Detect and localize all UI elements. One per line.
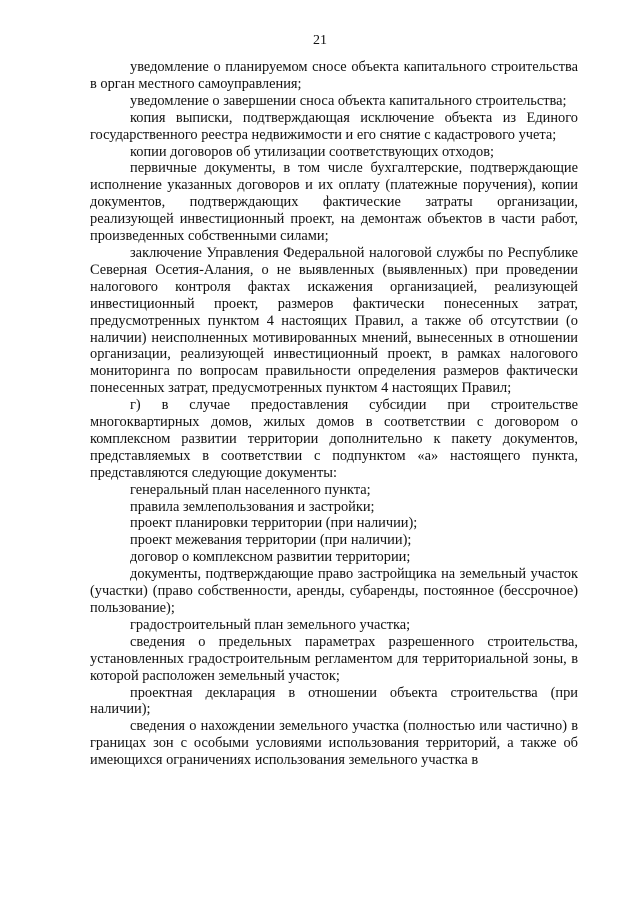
paragraph-primary-documents: первичные документы, в том числе бухгалтерские, подтверждающие исполнение указанных договоров и их оплату (платежные поручения), копии документов, подтверждающих фактические затраты организации, реализующей инвестиционный проект, на демонтаж объектов в части работ, произведенных собственными силами;	[90, 160, 578, 245]
paragraph-survey-project: проект межевания территории (при наличии);	[130, 532, 412, 549]
paragraph-urban-plan: градостроительный план земельного участка;	[130, 616, 411, 633]
paragraph-registry-extract: копия выписки, подтверждающая исключение объекта из Единого государственного реестра недвижимости и его снятие с кадастрового учета;	[90, 109, 578, 143]
document-body	[90, 59, 578, 769]
paragraph-planning-project: проект планировки территории (при наличии);	[130, 515, 418, 532]
paragraph-development-agreement: договор о комплексном развитии территории;	[130, 549, 411, 566]
paragraph-project-declaration: проектная декларация в отношении объекта строительства (при наличии);	[90, 684, 578, 718]
paragraph-land-use-rules: правила землепользования и застройки;	[130, 498, 375, 515]
paragraph-notice-planned-demolition: уведомление о планируемом сносе объекта капитального строительства в орган местного самоуправления;	[90, 59, 578, 92]
paragraph-land-rights-documents: документы, подтверждающие право застройщика на земельный участок (участки) (право собственности, аренды, субаренды, постоянное (бессрочное) пользование);	[90, 566, 578, 616]
paragraph-tax-service-conclusion: заключение Управления Федеральной налоговой службы по Республике Северная Осетия-Алания, о не выявленных (выявленных) при проведении налогового контроля фактах искажения организацией, реализующей инвестиционный проект, размеров фактически понесенных затрат, предусмотренных пунктом 4 настоящих Правил, а также об отсутствии (о наличии) неисполненных мотивированных мнений, вынесенных в отношении организации, реализующей инвестиционный проект, в рамках налогового мониторинга по вопросам правильности определения размеров фактически понесенных затрат, предусмотренных пунктом 4 настоящих Правил;	[90, 244, 578, 397]
paragraph-construction-parameters: сведения о предельных параметрах разрешенного строительства, установленных градостроительным регламентом для территориальной зоны, в которой расположен земельный участок;	[90, 633, 578, 684]
page-number: 21	[313, 33, 327, 48]
paragraph-waste-contracts: копии договоров об утилизации соответствующих отходов;	[130, 143, 495, 160]
paragraph-notice-completed-demolition: уведомление о завершении сноса объекта капитального строительства;	[130, 92, 567, 109]
paragraph-general-plan: генеральный план населенного пункта;	[130, 481, 371, 498]
paragraph-special-zones: сведения о нахождении земельного участка (полностью или частично) в границах зон с особыми условиями использования территорий, а также об имеющихся ограничениях использования земельного участка в	[90, 718, 578, 769]
paragraph-subparagraph-g: г) в случае предоставления субсидии при строительстве многоквартирных домов, жилых домов в соответствии с договором о комплексном развитии территории дополнительно к пакету документов, представляемых в соответствии с подпунктом «а» настоящего пункта, представляются следующие документы:	[90, 397, 578, 481]
